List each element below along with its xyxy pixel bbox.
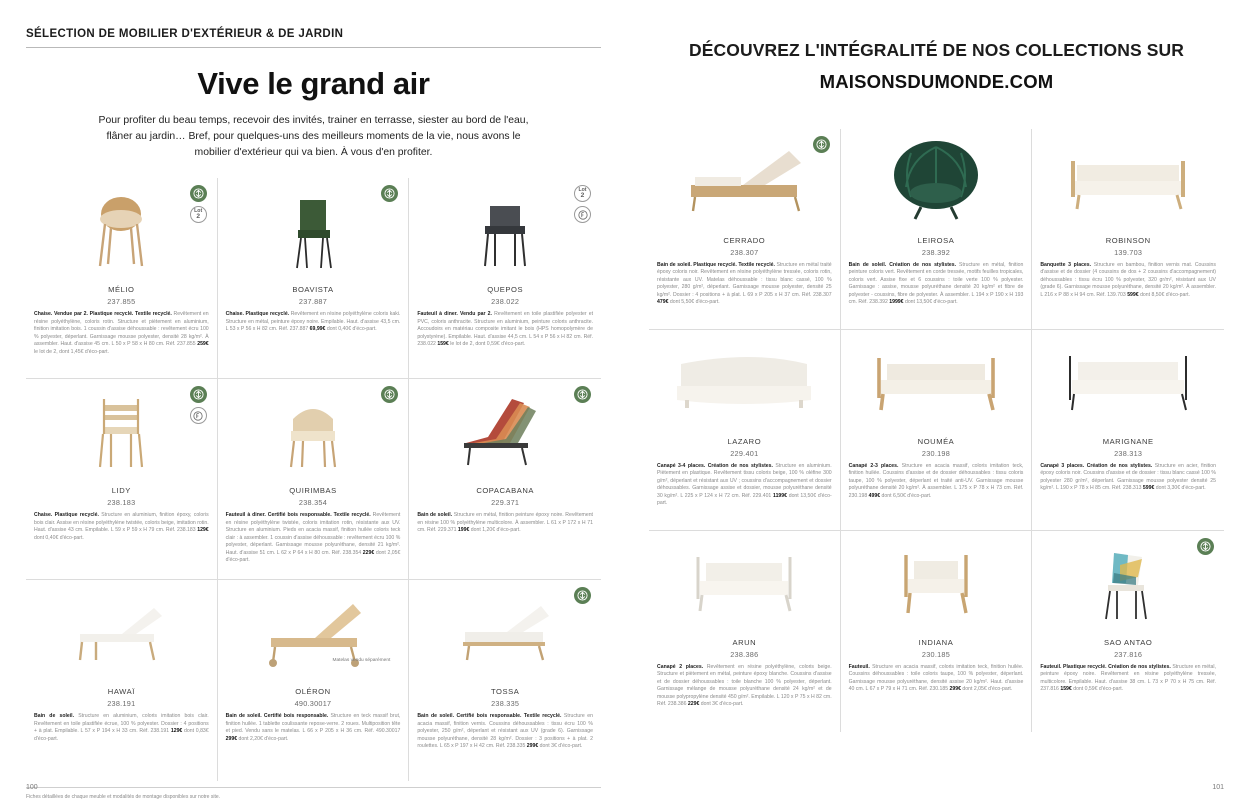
product-name: MÉLIO	[108, 285, 135, 295]
product-cell[interactable]	[26, 379, 218, 580]
product-cell[interactable]	[218, 379, 410, 580]
product-cell[interactable]	[841, 330, 1033, 531]
product-name: HAWAÏ	[107, 687, 135, 697]
product-cell[interactable]	[409, 178, 601, 379]
product-image[interactable]	[34, 586, 209, 682]
fsc-certified-icon	[190, 407, 207, 424]
product-name: ROBINSON	[1105, 236, 1151, 245]
recycle-icon	[190, 386, 207, 403]
footer-note: Fiches détaillées de chaque meuble et modalités de montage disponibles sur notre site.	[26, 794, 221, 801]
product-image[interactable]	[34, 184, 209, 280]
product-badges	[574, 386, 591, 403]
product-name: OLÉRON	[295, 687, 331, 697]
product-name: ARUN	[732, 638, 757, 647]
product-reference: 490.30017	[294, 699, 332, 709]
product-name: LIDY	[111, 486, 131, 496]
recycle-icon	[1197, 538, 1214, 555]
product-description: Chaise. Plastique recyclé. Structure en aluminium, finition époxy, coloris bois clair. Assise en résine polyéthylène twistée, coloris beige, imitation rotin. Haut. d'assise 43 cm. Empilable. L 59 x P 59 x H 79 cm. Réf. 238.183 129€ dont 0,40€ d'éco-part.	[34, 512, 209, 541]
product-name: CERRADO	[723, 236, 766, 245]
product-cell[interactable]	[1032, 129, 1224, 330]
product-image[interactable]	[849, 336, 1024, 432]
recycle-icon	[381, 185, 398, 202]
product-image[interactable]	[657, 135, 832, 231]
left-product-grid	[26, 178, 601, 781]
recycle-icon	[574, 587, 591, 604]
product-description: Fauteuil. Plastique recyclé. Création de nos stylistes. Structure en métal, peinture époxy noire. Revêtement en résine polyéthylène tressée, multicolore. Empilable. Haut. d'assise 38 cm. L 73 x P 70 x H 75 cm. Réf. 237.816 159€ dont 0,59€ d'éco-part.	[1040, 664, 1216, 693]
product-description: Bain de soleil. Création de nos stylistes. Structure en métal, finition peinture coloris vert. Revêtement en corde tressée, motifs feuilles tropicales, coloris vert. Assise fixe et 6 coussins : toile verte 100 % polyester. Garnissage : assise, mousse polyuréthane densité 20 kg/m² et fibre de polyester - coussins, fibre de polyester. À assembler. L 194 x P 190 x H 193 cm. Réf. 238.392 1999€ dont 13,50€ d'éco-part.	[848, 262, 1024, 306]
lot-de-2-badge: Lot 2	[574, 185, 591, 202]
product-image[interactable]	[226, 184, 401, 280]
product-name: MARIGNANE	[1102, 437, 1154, 446]
product-cell[interactable]	[649, 330, 841, 531]
product-description: Banquette 3 places. Structure en bambou, finition vernis mat. Coussins d'assise et de dossier (4 coussins de dos + 2 coussins d'accompagnement) déhoussables : tissu écru 100 % polyester, 320 gr/m², résistant aux UV (grade 6). Garnissage mousse polyuréthane, densité 20 kg/m². À assembler. L 216 x P 88 x H 94 cm. Réf. 139.703 599€ dont 8,50€ d'éco-part.	[1040, 262, 1216, 298]
right-page	[625, 0, 1250, 803]
page-number-right: 101	[1212, 784, 1224, 791]
product-image[interactable]	[1040, 135, 1216, 231]
right-header-line1: DÉCOUVREZ L'INTÉGRALITÉ DE NOS COLLECTIONS SUR	[689, 40, 1184, 60]
product-description: Canapé 2-3 places. Structure en acacia massif, coloris imitation teck, finition huilée. Coussins d'assise et de dossier déhoussables : tissu coloris taupe, 100 % polyester, déperlant et traité anti-UV. Garnissage mousse polyuréthane densité 20 kg/m². À assembler. L 175 x P 78 x H 73 cm. Réf. 230.198 499€ dont 6,50€ d'éco-part.	[848, 463, 1024, 499]
product-description: Fauteuil à diner. Vendu par 2. Revêtement en toile plastifiée polyester et PVC, coloris anthracite. Structure en aluminium, peinture coloris anthracite. Accoudoirs en matériau composite imitant le bois (HPS homopolymère de polystyrène). Empilable. Haut. d'assise 44,5 cm. L 54 x P 56 x H 82 cm. Réf. 238.022 159€ le lot de 2, dont 0,59€ d'éco-part.	[417, 311, 593, 348]
product-reference: 229.401	[730, 449, 759, 458]
recycle-icon	[381, 386, 398, 403]
product-description: Canapé 3 places. Création de nos stylistes. Structure en acier, finition époxy coloris noir. Coussins d'assise et de dossier : tissu blanc cassé 100 % polyester 280 gr/m², déperlant. Garnissage mousse polyester densité 25 kg/m². L 190 x P 78 x H 85 cm. Réf. 238.313 599€ dont 3,30€ d'éco-part.	[1040, 463, 1216, 492]
product-image[interactable]	[849, 537, 1024, 633]
right-product-grid	[649, 129, 1224, 732]
hero-subtitle: Pour profiter du beau temps, recevoir des invités, trainer en terrasse, siester au bord de l'eau, flâner au jardin… Bref, pour quelques-uns des meilleurs moments de la vie, nous avons le mobilier d'extérieur qui va bien. À vous d'en profiter.	[98, 115, 529, 158]
product-name: INDIANA	[918, 638, 954, 647]
product-description: Bain de soleil. Certifié bois responsable. Structure en teck massif brut, finition huilée. 1 tablette coulissante repose-verre. 2 roues. Multiposition tête et pied. Vendu sans le matelas. L 66 x P 205 x H 36 cm. Réf. 490.30017 299€ dont 2,20€ d'éco-part.	[225, 713, 401, 742]
product-cell[interactable]	[1032, 531, 1224, 732]
lot-de-2-badge: Lot 2	[190, 206, 207, 223]
product-description: Canapé 2 places. Revêtement en résine polyéthylène, coloris beige. Structure et piètement en métal, peinture époxy blanche. Coussins d'assise et de dossier déhoussables : toile blanche 100 % polyester, déperlant. Garnissage mélange de mousse polyuréthane densité 24 kg/m² et de mousse polypropylène densité 450 g/m². Empilable. L 120 x P 75 x H 82 cm. Réf. 238.386 229€ dont 3€ d'éco-part.	[657, 664, 832, 708]
product-description: Bain de soleil. Structure en métal, finition peinture époxy noire. Revêtement en résine 100 % polyéthylène multicolore. À assembler. L 61 x P 172 x H 71 cm. Réf. 229.371 199€ dont 1,20€ d'éco-part.	[417, 512, 593, 534]
product-badges	[381, 386, 398, 403]
product-cell[interactable]	[649, 531, 841, 732]
website-url[interactable]: MAISONSDUMONDE.COM	[819, 71, 1054, 92]
product-cell[interactable]	[1032, 330, 1224, 531]
product-reference: 238.386	[730, 650, 759, 659]
product-reference: 237.887	[298, 297, 328, 307]
product-image[interactable]	[1040, 537, 1216, 633]
product-badges	[813, 136, 830, 153]
product-reference: 238.335	[491, 699, 520, 709]
hero-block	[26, 48, 601, 164]
product-cell[interactable]	[409, 379, 601, 580]
product-image[interactable]	[657, 537, 832, 633]
product-badges	[574, 587, 591, 604]
product-image[interactable]	[226, 586, 401, 682]
product-description: Bain de soleil. Plastique recyclé. Textile recyclé. Structure en métal traité époxy coloris noir. Revêtement en résine polyéthylène tressée, coloris rotin, résistante aux UV. Matelas déhoussable : tissu blanc cassé, 100 % polyester, 280 g/m², déperlant. Garnissage mousse polyester, densité 25 kg/m². Dossier : 4 positions + à plat. L 69 x P 205 x H 37 cm. Réf. 238.307 479€ dont 5,50€ d'éco-part.	[657, 262, 832, 306]
product-image[interactable]	[417, 385, 593, 481]
product-image[interactable]	[1040, 336, 1216, 432]
product-description: Chaise. Plastique recyclé. Revêtement en résine polyéthylène coloris kaki. Structure en métal, peinture époxy noire. Empilable. Haut. d'assise 43,5 cm. L 53 x P 56 x H 82 cm. Réf. 237.887 69,99€ dont 0,40€ d'éco-part.	[225, 311, 401, 333]
recycle-icon	[190, 185, 207, 202]
product-name: LAZARO	[727, 437, 762, 446]
product-reference: 238.022	[491, 297, 520, 307]
product-name: COPACABANA	[476, 486, 534, 496]
product-image[interactable]	[226, 385, 401, 481]
product-reference: 238.191	[107, 699, 136, 709]
product-name: BOAVISTA	[292, 285, 334, 295]
product-reference: 237.855	[107, 297, 136, 307]
product-reference: 238.307	[730, 248, 759, 257]
product-reference: 238.313	[1114, 449, 1143, 458]
product-description: Bain de soleil. Certifié bois responsable. Textile recyclé. Structure en acacia massif, finition vernis. Coussins déhoussables : tissu écru 100 % polyester, 250 g/m², déperlant et résistant aux UV (grade 6). Garnissage mousse polyuréthane, densité 28 kg/m². Dossier : 3 positions + à plat. 2 roulettes. L 65 x P 197 x H 42 cm. Réf. 238.335 299€ dont 3€ d'éco-part.	[417, 713, 593, 750]
product-badges	[381, 185, 398, 202]
product-reference: 229.371	[491, 498, 520, 508]
product-cell[interactable]	[841, 531, 1033, 732]
section-kicker: SÉLECTION DE MOBILIER D'EXTÉRIEUR & DE JARDIN	[26, 28, 344, 40]
product-badges	[1197, 538, 1214, 555]
product-image[interactable]	[849, 135, 1024, 231]
product-image[interactable]	[34, 385, 209, 481]
right-header	[649, 28, 1224, 93]
product-name: TOSSA	[490, 687, 520, 697]
product-reference: 238.183	[107, 498, 136, 508]
product-image[interactable]	[417, 586, 593, 682]
product-reference: 237.816	[1114, 650, 1143, 659]
recycle-icon	[574, 386, 591, 403]
fsc-certified-icon	[574, 206, 591, 223]
product-image[interactable]	[417, 184, 593, 280]
product-reference: 238.354	[298, 498, 328, 508]
product-description: Bain de soleil. Structure en aluminium, coloris imitation bois clair. Revêtement en toile plastifiée écrue, 100 % polyester. Dossier : 4 positions + à plat. Empilable. L 57 x P 194 x H 33 cm. Réf. 238.191 129€ dont 0,83€ d'éco-part.	[34, 713, 209, 742]
product-cell[interactable]	[409, 580, 601, 781]
hero-title: Vive le grand air	[197, 66, 430, 101]
product-badges	[574, 185, 591, 223]
recycle-icon	[813, 136, 830, 153]
footer-divider	[26, 787, 601, 788]
product-cell[interactable]	[26, 580, 218, 781]
product-reference: 230.185	[921, 650, 951, 659]
product-image[interactable]	[657, 336, 832, 432]
product-badges	[190, 386, 207, 424]
product-cell[interactable]	[26, 178, 218, 379]
product-note: Matelas vendu séparément	[332, 658, 391, 664]
page-number-left: 100	[26, 784, 38, 791]
product-name: LEIROSA	[917, 236, 955, 245]
product-description: Chaise. Vendue par 2. Plastique recyclé. Textile recyclé. Revêtement en résine polyéthylène, coloris rotin. Structure et piètement en aluminium, finition imitation bois. 1 coussin d'assise déhoussable : revêtement écru 100 % polyester, déperlant. Garnissage mousse polyester, densité 28 kg/m². À assembler. Haut. d'assise 45 cm. L 50 x P 58 x H 80 cm. Réf. 237.855 259€ le lot de 2, dont 1,45€ d'éco-part.	[34, 311, 209, 355]
product-name: SAO ANTAO	[1104, 638, 1153, 647]
product-reference: 230.198	[921, 449, 951, 458]
product-description: Fauteuil. Structure en acacia massif, coloris imitation teck, finition huilée. Coussins déhoussables : toile coloris taupe, 100 % polyester, déperlant. Garnissage mousse polyuréthane, densité assise 20 kg/m². Haut. d'assise 40 cm. L 67 x P 79 x H 71 cm. Réf. 230.185 299€ dont 2,05€ d'éco-part.	[848, 664, 1024, 693]
product-cell[interactable]	[841, 129, 1033, 330]
product-reference: 238.392	[921, 248, 951, 257]
product-description: Fauteuil à diner. Certifié bois responsable. Textile recyclé. Revêtement en résine polyéthylène twistée, coloris imitation rotin, résistante aux UV. Structure en aluminium. Pieds en acacia massif, finition huilée coloris teck clair : à assembler. 1 coussin d'assise déhoussable : revêtement écru 100 % polyester, déperlant. Garnissage mousse polyuréthane, densité 21 kg/m². Haut. d'assise 51 cm. L 62 x P 64 x H 80 cm. Réf. 238.354 229€ dont 2,05€ d'éco-part.	[225, 512, 401, 563]
product-badges	[190, 185, 207, 223]
product-name: QUIRIMBAS	[289, 486, 337, 496]
product-cell[interactable]	[649, 129, 841, 330]
product-name: NOUMÉA	[917, 437, 955, 446]
product-cell[interactable]	[218, 178, 410, 379]
product-description: Canapé 3-4 places. Création de nos stylistes. Structure en aluminium. Piètement en plastique. Revêtement tissu coloris beige, 100 % oléfine 300 g/m², déperlant et résistant aux UV ; coussins d'accompagnement et dossier déhoussables. Garnissage assise et dossier, mousse polyuréthane densité 30 kg/m². L 225 x P 124 x H 72 cm. Réf. 229.401 1199€ dont 13,50€ d'éco-part.	[657, 463, 832, 507]
product-cell[interactable]	[218, 580, 410, 781]
product-name: QUEPOS	[487, 285, 524, 295]
product-reference: 139.703	[1114, 248, 1143, 257]
